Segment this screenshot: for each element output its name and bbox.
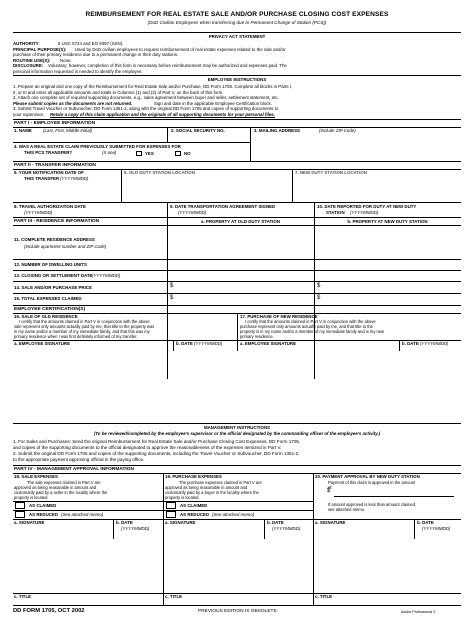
divider <box>13 501 163 502</box>
as-reduced-label-2: AS REDUCED <box>180 512 210 517</box>
divider <box>314 217 315 379</box>
form-page <box>13 11 461 623</box>
divider <box>167 202 168 217</box>
title-label-3: c. TITLE <box>315 594 333 599</box>
title-label-2: c. TITLE <box>165 594 183 599</box>
divider <box>313 473 314 605</box>
notification-date-label: 5. YOUR NOTIFICATION DATE OF <box>14 170 84 175</box>
purpose-label: PRINCIPAL PURPOSE(S): <box>13 46 67 52</box>
sale-old-residence-label: 16. SALE OF OLD RESIDENCE <box>14 313 78 319</box>
approval-text: property is located. <box>14 495 49 500</box>
approval-text: If amount approved is less than amount claimed, <box>328 502 417 507</box>
name-label: 1. NAME <box>14 128 32 133</box>
old-duty-station-label: 6. OLD DUTY STATION LOCATION <box>124 170 195 175</box>
instruction-line: II, or III and enter all applicable amounts and totals in Columns (1) and (2) of Part V, on the back of this form. <box>13 89 224 95</box>
as-reduced-hint: (See attached memo) <box>61 512 104 517</box>
as-reduced-hint-2: (See attached memo) <box>212 512 255 517</box>
employee-date-label-2: b. DATE <box>402 340 419 346</box>
instruction-line: 2. Attach one complete set of required supporting documents, e.g., sales agreement between buyer and seller, settlement statement, etc. <box>13 95 279 100</box>
approval-text: customarily paid by a seller in the locality where the <box>14 490 108 495</box>
date-label-2: b. DATE <box>267 520 284 525</box>
divider <box>13 605 461 606</box>
sale-as-reduced-checkbox[interactable] <box>15 511 25 518</box>
approval-text: The purchase expenses claimed in Part V are <box>179 480 262 485</box>
employee-signature-label-2: a. EMPLOYEE SIGNATURE <box>240 340 297 346</box>
divider <box>414 519 415 539</box>
divider <box>13 259 461 260</box>
software-note: Adobe Professional X <box>401 609 436 614</box>
instruction-line: 1. Prepare an original and one copy of the Reimbursement for Real Estate Sale and/or Purchase, DD Form 1705. Complete all blocks in Parts I, <box>13 84 293 89</box>
as-claimed-label-2: AS CLAIMED <box>180 503 208 508</box>
notification-date-hint: (YYYYMMDD) <box>60 176 89 181</box>
certification-text: I certify that the amounts claimed in Part V in conjunction with the above <box>245 319 376 324</box>
divider <box>13 423 461 424</box>
management-subheading: (To be reviewed/completed by the employee's supervisor or the official designated by the commanding officer of the employee's activity.) <box>93 431 381 436</box>
yes-label: YES <box>145 151 154 156</box>
management-line: 2. Submit the original DD Form 1705 and copies of the supporting documents, including the Travel Voucher or Subvoucher, DD Form 1351-2, <box>13 451 300 456</box>
divider <box>163 510 313 511</box>
divider <box>13 593 461 594</box>
divider <box>13 270 461 271</box>
residence-address-hint: (Include apartment number and ZIP Code) <box>24 243 107 249</box>
approved-amount-field[interactable] <box>334 490 454 497</box>
price-old-dollar: $ <box>170 283 174 289</box>
management-line: to the appropriate payment approving official in the paying office. <box>13 457 145 462</box>
transport-agreement-hint: (YYYYMMDD) <box>178 209 207 215</box>
signature-label-3: a. SIGNATURE <box>315 520 346 525</box>
date-hint: (YYYYMMDD) <box>121 526 150 531</box>
approval-text: property is located. <box>165 495 200 500</box>
part4-heading: PART IV - MANAGEMENT APPROVAL INFORMATION <box>14 466 134 472</box>
old-residence-address-field[interactable] <box>169 227 312 257</box>
total-new-dollar: $ <box>317 295 321 301</box>
as-claimed-label: AS CLAIMED <box>29 503 57 508</box>
certification-text: I certify that the amounts claimed in Part V in conjunction with the above <box>19 319 150 324</box>
divider <box>237 313 238 351</box>
old-duty-station-field[interactable] <box>123 176 290 201</box>
certification-text: sale represent only amounts actually paid by me, that title to the property was <box>14 324 155 329</box>
travel-auth-date-hint: (YYYYMMDD) <box>24 209 53 215</box>
closing-date-hint: (YYYYMMDD) <box>92 273 121 278</box>
sale-expenses-label: 18. SALE EXPENSES <box>14 474 58 479</box>
authority-text: 5 USC 5724 and EO 9397 (SSN). <box>58 41 124 46</box>
mailing-address-field[interactable] <box>252 134 458 160</box>
signature-label: a. SIGNATURE <box>14 520 45 525</box>
travel-auth-date-label: 8. TRAVEL AUTHORIZATION DATE <box>14 203 86 209</box>
closing-date-label: 13. CLOSING OR SETTLEMENT DATE <box>14 273 93 278</box>
divider <box>292 169 293 202</box>
certification-text: primary residence when I was first definitely informed of my transfer. <box>14 334 138 339</box>
date-hint-3: (YYYYMMDD) <box>422 526 451 531</box>
divider <box>264 519 265 539</box>
name-field[interactable] <box>14 134 164 141</box>
dwelling-units-label: 12. NUMBER OF DWELLING UNITS <box>14 262 87 267</box>
approval-text: Payment of this claim is approved in the amount <box>328 480 416 485</box>
report-date-hint: (YYYYMMDD) <box>350 209 379 215</box>
certification-text: property is in my name and/or a member of my immediate family and is my new <box>240 329 385 334</box>
divider <box>121 169 122 202</box>
instruction-line: 3. Submit Travel Voucher or Subvoucher, DD Form 1351-2, along with the original DD Form 1705 and copies of supporting documents to <box>13 106 279 111</box>
approval-text: see attached memo. <box>328 507 366 512</box>
new-residence-address-field[interactable] <box>316 227 459 257</box>
residence-address-label: 11. COMPLETE RESIDENCE ADDRESS <box>14 237 95 242</box>
employee-date-hint-2: (YYYYMMDD) <box>420 340 449 346</box>
old-property-column: a. PROPERTY AT OLD DUTY STATION <box>201 218 280 224</box>
purpose-text-2: purchase of their primary residence due to a permanent change in their duty stations. <box>13 52 179 57</box>
divider <box>163 473 164 605</box>
privacy-heading: PRIVACY ACT STATEMENT <box>208 34 266 39</box>
total-old-dollar: $ <box>170 295 174 301</box>
part2-heading: PART II - TRANSFER INFORMATION <box>14 162 96 168</box>
certification-heading: EMPLOYEE CERTIFICATION(S) <box>14 306 86 312</box>
divider <box>250 127 251 162</box>
employee-signature-field[interactable] <box>14 346 171 351</box>
divider <box>399 340 400 351</box>
signature-label-2: a. SIGNATURE <box>165 520 196 525</box>
purpose-text: Used by DoD civilian employees to request reimbursement of real estate expenses related to the sale and/or <box>75 46 286 52</box>
title-label: c. TITLE <box>14 594 32 599</box>
approval-text: customarily paid by a buyer in the locality where the <box>165 490 259 495</box>
instruction-line: your supervisor. <box>13 111 44 117</box>
certification-text: in my name and/or a member of my immediate family, and that this was my <box>14 329 150 334</box>
employee-date-label: b. DATE <box>176 340 193 346</box>
divider <box>314 202 315 217</box>
divider <box>13 32 461 33</box>
price-label: 14. SALE AND/OR PURCHASE PRICE <box>14 284 92 290</box>
approval-text: The sale expenses claimed in Part V are <box>27 480 101 485</box>
divider <box>13 510 163 511</box>
instruction-line: Sign and date in the applicable Employee Certification block. <box>154 100 272 106</box>
part3-heading: PART III - RESIDENCE INFORMATION <box>14 218 100 224</box>
employee-signature-label: a. EMPLOYEE SIGNATURE <box>14 340 71 346</box>
mailing-address-label: 3. MAILING ADDRESS <box>254 128 300 133</box>
divider <box>113 519 114 539</box>
as-reduced-label: AS REDUCED <box>29 512 59 517</box>
divider <box>167 127 168 142</box>
divider <box>13 281 461 282</box>
date-hint-2: (YYYYMMDD) <box>272 526 301 531</box>
purchase-as-reduced-checkbox[interactable] <box>166 511 176 518</box>
divider <box>163 501 313 502</box>
approved-amount-dollar: $ <box>327 488 331 494</box>
form-subtitle: (DoD Civilian Employees when transferring due to Permanent Change of Station (PCS)) <box>147 20 327 25</box>
date-label-3: b. DATE <box>417 520 434 525</box>
instruction-line-emphasis: Retain a copy of this claim application and the originals of all supporting documents for your personal files. <box>50 111 275 117</box>
routine-label: ROUTINE USE(S): <box>13 57 51 63</box>
disclosure-text: Voluntary; however, completion of this form is necessary before reimbursement may be authorized and expenses paid. The <box>48 63 287 68</box>
purchase-new-residence-label: 17. PURCHASE OF NEW RESIDENCE <box>240 313 318 319</box>
divider <box>167 217 168 379</box>
disclosure-text-2: personal information requested is needed to identify the employee. <box>13 68 143 74</box>
date-label: b. DATE <box>116 520 133 525</box>
prior-claim-question-2: THIS PCS TRANSFER? <box>24 150 73 155</box>
notification-date-label-2: THIS TRANSFER <box>24 176 60 181</box>
approval-text: approved as being reasonable in amount and <box>165 485 248 490</box>
mailing-address-hint: (Include ZIP Code) <box>319 128 356 133</box>
new-property-column: b. PROPERTY AT NEW DUTY STATION <box>347 218 428 224</box>
price-new-dollar: $ <box>317 283 321 289</box>
name-hint: (Last, First, Middle Initial) <box>43 128 93 133</box>
management-line: 1. For Sales and Purchases: Send the original Reimbursement for Real Estate Sale and/or Purchase Closing Cost Expenses, DD Form 1705, <box>13 439 301 444</box>
certification-text: purchase represent only amounts actually paid by me, and that title to the <box>240 324 373 329</box>
employee-date-hint: (YYYYMMDD) <box>194 340 223 346</box>
management-line: and copies of the supporting documents to the official designated to approve the reasonableness of the expenses itemized in Part V. <box>13 445 282 450</box>
part1-heading: PART I - EMPLOYEE INFORMATION <box>14 120 96 126</box>
new-duty-station-field[interactable] <box>294 176 459 201</box>
employee-instructions-heading: EMPLOYEE INSTRUCTIONS <box>207 77 267 82</box>
ssn-field[interactable] <box>169 134 247 141</box>
no-label: NO <box>184 151 191 156</box>
purchase-as-claimed-checkbox[interactable] <box>166 502 176 509</box>
report-date-label: 10. DATE REPORTED FOR DUTY AT NEW DUTY <box>317 203 417 209</box>
yes-checkbox[interactable] <box>136 151 142 156</box>
management-heading: MANAGEMENT INSTRUCTIONS <box>203 425 271 430</box>
approval-text: of: <box>328 485 333 490</box>
certification-text: primary residence. <box>240 334 274 339</box>
divider <box>13 293 461 294</box>
report-date-label-2: STATION <box>326 209 345 215</box>
obsolete-notice: PREVIOUS EDITION IS OBSOLETE. <box>198 608 278 614</box>
transport-agreement-label: 9. DATE TRANSPORTATION AGREEMENT SIGNED <box>170 203 276 209</box>
authority-label: AUTHORITY: <box>13 41 40 46</box>
divider <box>13 225 461 226</box>
sale-as-claimed-checkbox[interactable] <box>15 502 25 509</box>
prior-claim-hint: (X one) <box>102 150 117 155</box>
new-duty-station-label: 7. NEW DUTY STATION LOCATION <box>295 170 367 175</box>
employee-signature-field-2[interactable] <box>240 346 397 351</box>
ssn-label: 2. SOCIAL SECURITY NO. <box>171 128 225 133</box>
purchase-expenses-label: 19. PURCHASE EXPENSES <box>165 474 222 479</box>
no-checkbox[interactable] <box>175 151 181 156</box>
form-number: DD FORM 1705, OCT 2002 <box>13 608 85 614</box>
divider <box>173 340 174 351</box>
routine-text: None. <box>60 57 72 63</box>
form-title: REIMBURSEMENT FOR REAL ESTATE SALE AND/OR PURCHASE CLOSING COST EXPENSES <box>85 11 389 18</box>
divider <box>13 75 461 76</box>
instruction-line-emphasis: Please submit copies as the documents are not returned. <box>13 100 133 106</box>
approval-text: approved as being reasonable in amount and <box>14 485 97 490</box>
payment-approval-label: 20. PAYMENT APPROVAL BY NEW DUTY STATION <box>315 474 420 479</box>
divider <box>13 340 461 341</box>
disclosure-label: DISCLOSURE: <box>13 63 44 68</box>
divider <box>13 519 461 520</box>
total-expenses-label: 15. TOTAL EXPENSES CLAIMED <box>14 296 82 301</box>
prior-claim-question: 4. WAS A REAL ESTATE CLAIM PREVIOUSLY SUBMITTED FOR EXPENSES FOR <box>14 143 181 149</box>
